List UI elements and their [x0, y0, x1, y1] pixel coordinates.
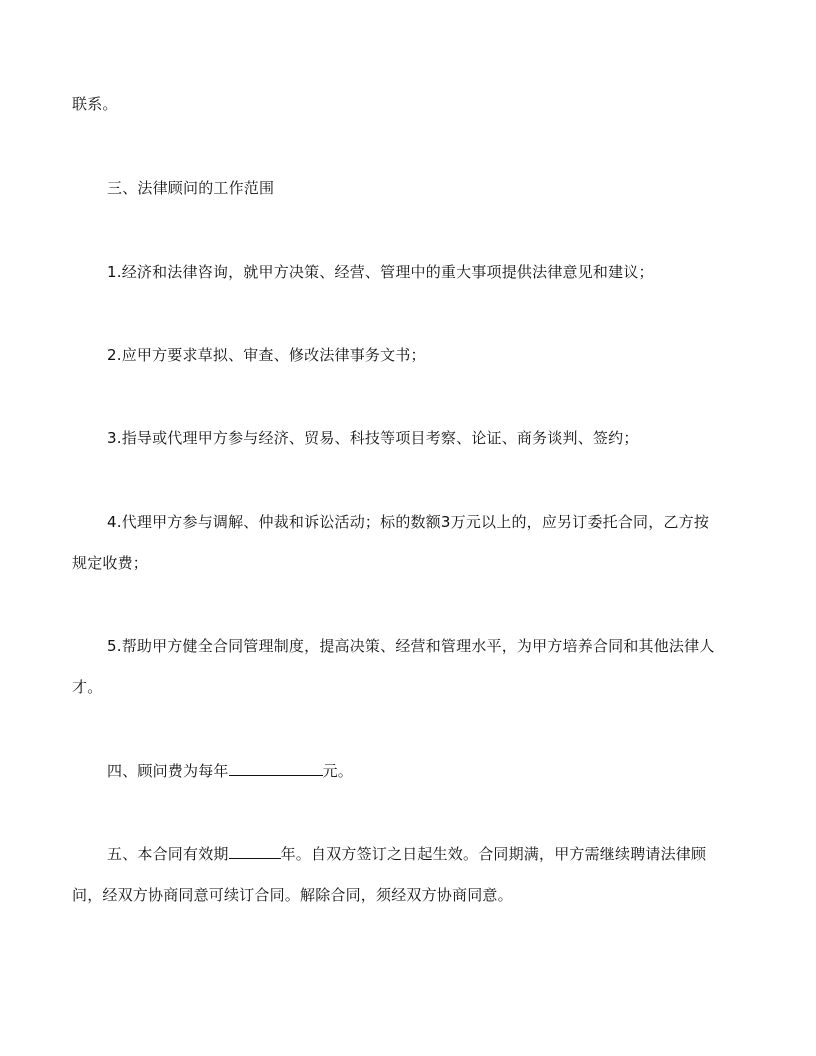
list-item-5-line-1: 5.帮助甲方健全合同管理制度，提高决策、经营和管理水平，为甲方培养合同和其他法律人: [107, 637, 715, 655]
list-item-5-line-2: 才。: [72, 678, 103, 696]
term-text: 年。自双方签订之日起生效。合同期满，甲方需继续聘请法律顾: [280, 845, 707, 863]
term-label: 五、本合同有效期: [107, 845, 229, 863]
section-4-fee: [107, 761, 353, 781]
fee-blank-line: [229, 761, 323, 776]
list-item-3: 3.指导或代理甲方参与经济、贸易、科技等项目考察、论证、商务谈判、签约；: [107, 429, 639, 447]
list-item-2: 2.应甲方要求草拟、审查、修改法律事务文书；: [107, 346, 426, 364]
fee-unit: 元。: [322, 762, 354, 780]
list-item-1: 1.经济和法律咨询，就甲方决策、经营、管理中的重大事项提供法律意见和建议；: [107, 263, 654, 281]
section-5-line-1: [107, 844, 706, 864]
term-blank-line: [229, 844, 281, 859]
list-item-4-line-2: 规定收费；: [72, 554, 149, 572]
section-heading-3: 三、法律顾问的工作范围: [107, 179, 275, 197]
section-5-line-2: 问，经双方协商同意可续订合同。解除合同，须经双方协商同意。: [72, 886, 513, 904]
list-item-4-line-1: 4.代理甲方参与调解、仲裁和诉讼活动；标的数额3万元以上的，应另订委托合同，乙方按: [107, 513, 710, 531]
paragraph-continuation: 联系。: [72, 95, 118, 113]
fee-label: 四、顾问费为每年: [107, 762, 229, 780]
